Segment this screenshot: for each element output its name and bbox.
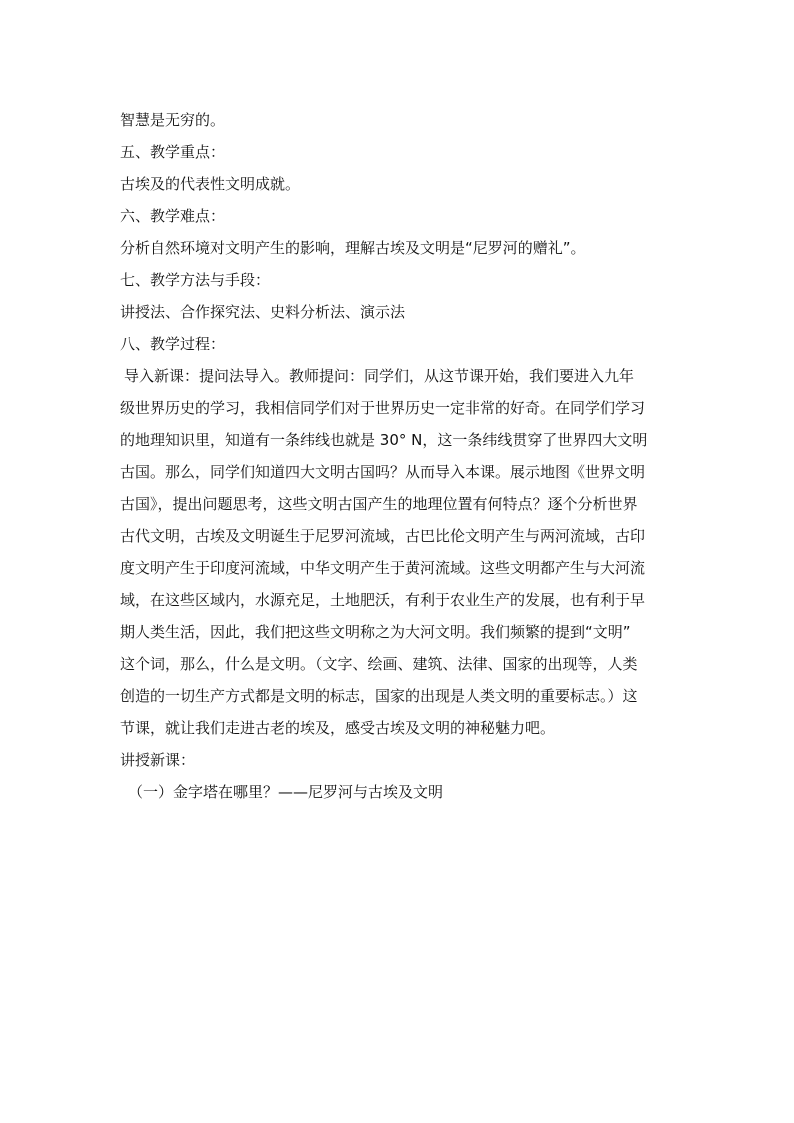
intro-paragraph	[120, 360, 680, 744]
section-heading-key-points: 五、教学重点：	[120, 143, 226, 161]
paragraph-line: 古国》，提出问题思考，这些文明古国产生的地理位置有何特点？逐个分析世界	[120, 495, 638, 513]
section-heading-difficulties: 六、教学难点：	[120, 207, 226, 225]
section-heading-methods: 七、教学方法与手段：	[120, 271, 271, 289]
text-line: 讲授法、合作探究法、史料分析法、演示法	[120, 303, 406, 321]
paragraph-line: 这个词，那么，什么是文明。（文字、绘画、建筑、法律、国家的出现等，人类	[120, 655, 638, 673]
subsection-heading: （一）金字塔在哪里？——尼罗河与古埃及文明	[128, 783, 444, 801]
paragraph-line: 节课，就让我们走进古老的埃及，感受古埃及文明的神秘魅力吧。	[120, 719, 556, 737]
text-line: 分析自然环境对文明产生的影响，理解古埃及文明是“尼罗河的赠礼”。	[120, 239, 586, 257]
paragraph-line: 的地理知识里，知道有一条纬线也就是 30° N，这一条纬线贯穿了世界四大文明	[120, 431, 648, 449]
paragraph-line: 期人类生活，因此，我们把这些文明称之为大河文明。我们频繁的提到“文明”	[120, 623, 631, 641]
paragraph-line: 域，在这些区域内，水源充足，土地肥沃，有利于农业生产的发展，也有利于早	[120, 591, 646, 609]
document-body	[120, 104, 680, 808]
paragraph-line: 古代文明，古埃及文明诞生于尼罗河流域，古巴比伦文明产生与两河流域，古印	[120, 527, 646, 545]
paragraph-line: 古国。那么，同学们知道四大文明古国吗？从而导入本课。展示地图《世界文明	[120, 463, 646, 481]
text-line: 古埃及的代表性文明成就。	[120, 175, 301, 193]
section-heading-process: 八、教学过程：	[120, 335, 226, 353]
paragraph-line: 导入新课：提问法导入。教师提问：同学们，从这节课开始，我们要进入九年	[124, 367, 635, 385]
new-lesson-heading: 讲授新课：	[120, 751, 196, 769]
paragraph-line: 创造的一切生产方式都是文明的标志，国家的出现是人类文明的重要标志。）这	[120, 687, 638, 705]
paragraph-line: 度文明产生于印度河流域，中华文明产生于黄河流域。这些文明都产生与大河流	[120, 559, 646, 577]
paragraph-line: 级世界历史的学习，我相信同学们对于世界历史一定非常的好奇。在同学们学习	[120, 399, 646, 417]
text-line: 智慧是无穷的。	[120, 111, 226, 129]
